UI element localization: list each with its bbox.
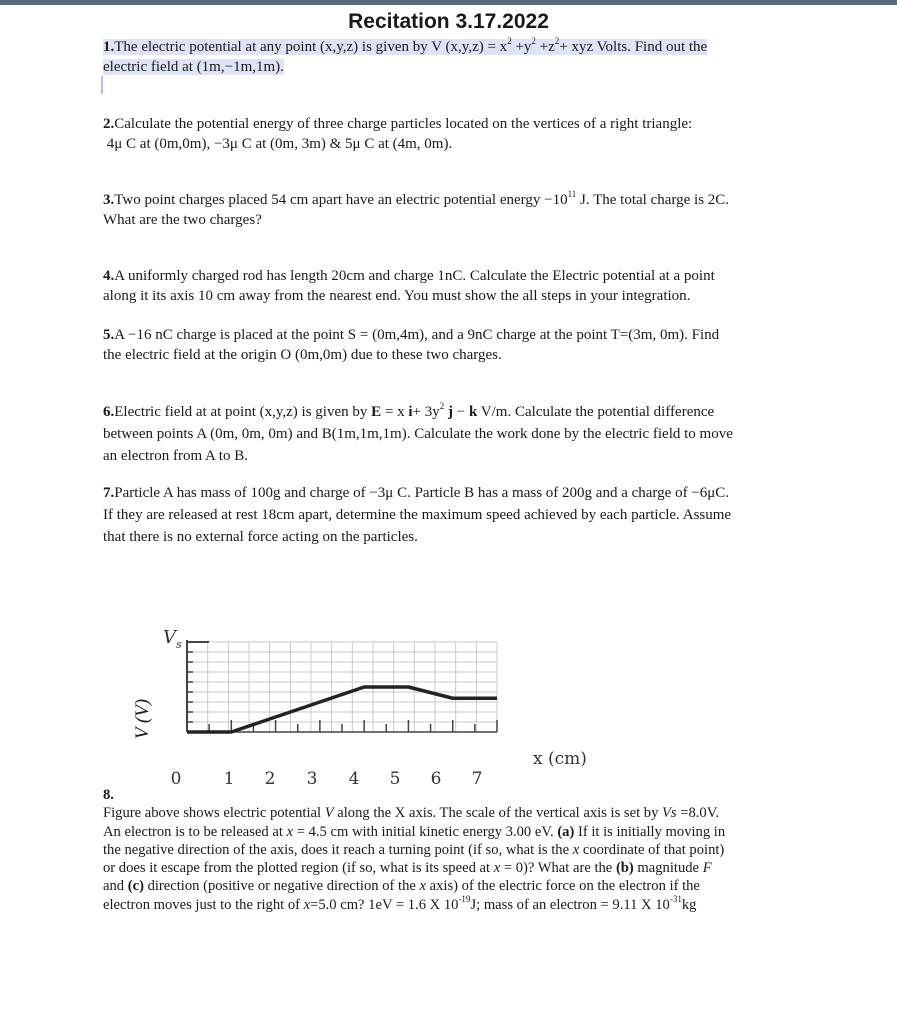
x-tick-label: 6 [430, 769, 442, 789]
question-4: 4.A uniformly charged rod has length 20cm and charge 1nC. Calculate the Electric potential at a point along it its axis 10 cm away from the nearest end. You must show the all steps in your integration. [103, 268, 715, 304]
potential-chart [110, 625, 587, 795]
x-tick-label: 5 [389, 769, 401, 789]
x-tick-label: 4 [348, 769, 360, 789]
x-tick-label: 3 [306, 769, 318, 789]
question-5: 5.A −16 nC charge is placed at the point S = (0m,4m), and a 9nC charge at the point T=(3m, 0m). Find the electric field at the origin O (0m,0m) due to these two charges. [103, 327, 720, 363]
question-3: 3.Two point charges placed 54 cm apart have an electric potential energy $-10^{11}$ J. The total charge is 2C. What are the two charges? [103, 189, 730, 228]
page-title: Recitation 3.17.2022 [348, 10, 549, 33]
x-tick-label: 7 [471, 769, 483, 789]
vs-label: $V_s$ [163, 627, 182, 651]
window-top-bar [0, 0, 897, 5]
question-number: 1. [103, 39, 115, 55]
x-tick-label: 1 [223, 769, 235, 789]
text-selection-caret [101, 76, 103, 94]
question-2: 2.Calculate the potential energy of three charge particles located on the vertices of a right triangle: 4μ C at (0m,0m), −3μ C at (0m, 3m) & 5μ C at (4m, 0m). [103, 116, 693, 152]
question-8: 8. Figure above shows electric potential V along the X axis. The scale of the vertical axis is set by Vs =8.0V. An electron is to be released at x = 4.5 cm with initial kinetic energy 3.00 eV. (a) If it is initially moving in the negative direction of the axis, does it reach a turning point (if so, what is the x coordinate of that point) or does it escape from the plotted region (if so, what is its speed at x = 0)? What are the (b) magnitude F and (c) direction (positive or negative direction of the x axis) of the electric force on the electron if the electron moves just to the right of x=5.0 cm? 1eV = 1.6 X $10^{-19}J$; mass of an electron = 9.11 X $10^{-31}kg$ [103, 787, 726, 913]
x-axis-label: x (cm) [533, 749, 587, 769]
y-axis-label: V (V) [132, 698, 153, 740]
question-7: 7.Particle A has mass of 100g and charge of −3μ C. Particle B has a mass of 200g and a charge of −6μC. If they are released at rest 18cm apart, determine the maximum speed achieved by each particle. Assume that there is no external force acting on the particles. [103, 485, 732, 545]
x-tick-label: 2 [264, 769, 276, 789]
question-6: 6.Electric field at at point (x,y,z) is given by E = x $i+ 3y^2$ j − k V/m. Calculate the potential difference between points A (0m, 0m, 0m) and B(1m,1m,1m). Calculate the work done by the electric field to move an electron from A to B. [103, 401, 733, 464]
x-tick-label: 0 [170, 769, 182, 789]
question-1: 1.The electric potential at any point (x,y,z) is given by V $(x,y,z) = x^2 +y^2 +z^2+$ xyz Volts. Find out the electric field at (1m,−1m,1m). [103, 36, 708, 75]
